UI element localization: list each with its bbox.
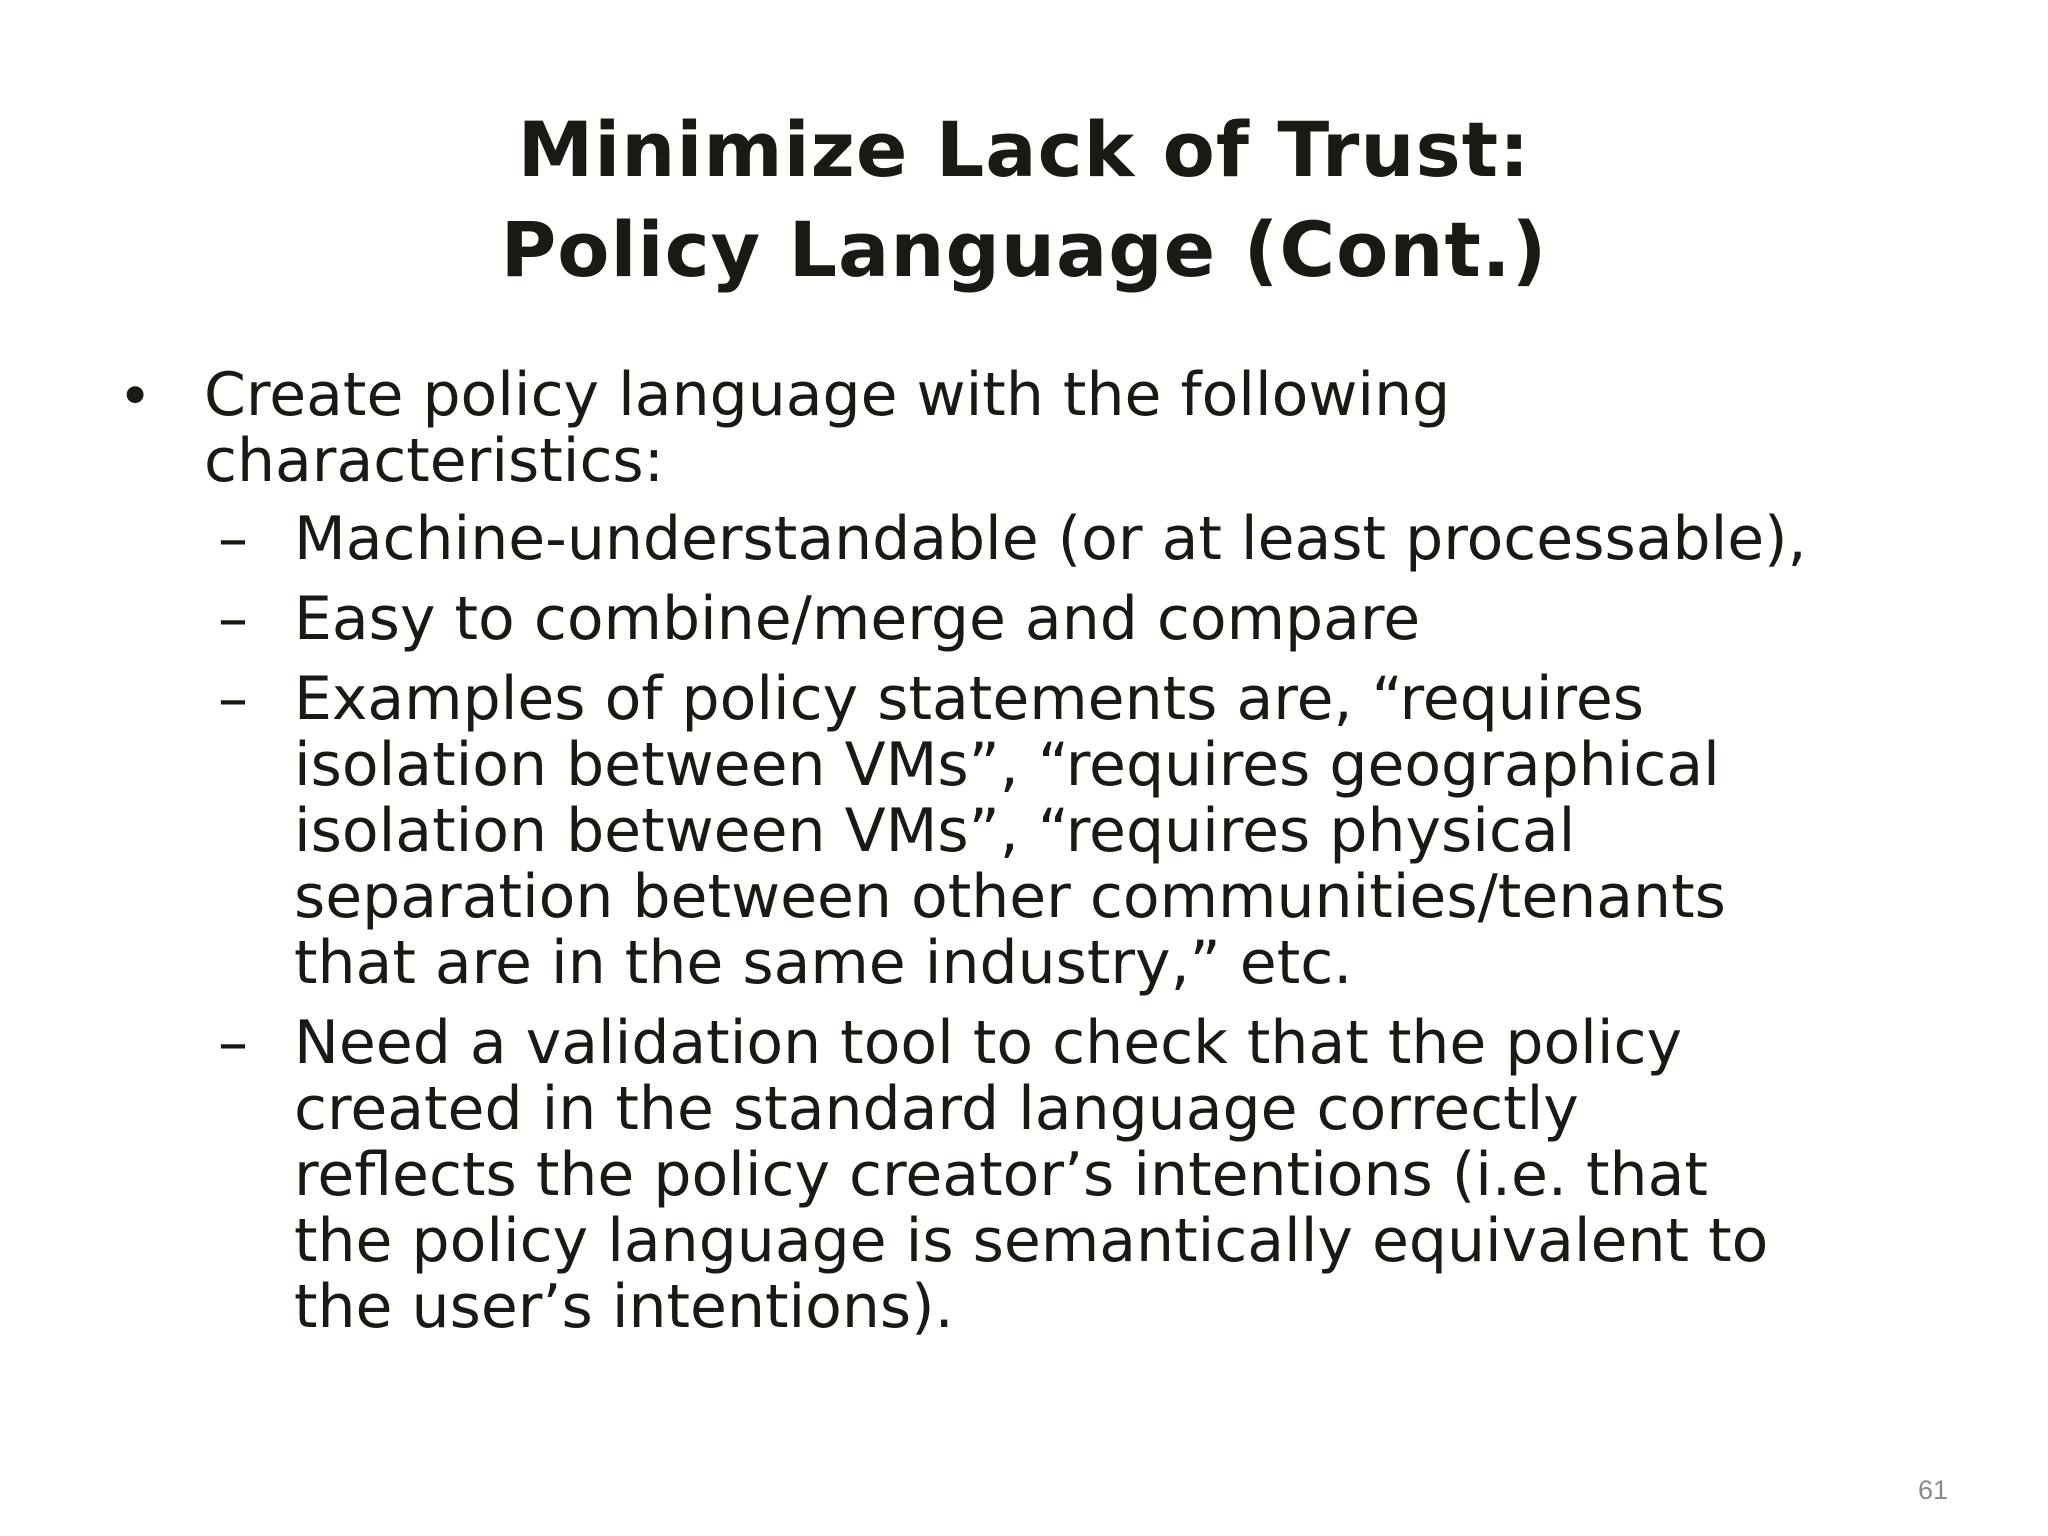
- sub-bullet-line: the user’s intentions).: [294, 1272, 954, 1342]
- sub-bullet-easy-to-combine: [218, 586, 2018, 652]
- sub-bullet-line: created in the standard language correctly: [294, 1074, 1579, 1144]
- sub-bullet-line: Easy to combine/merge and compare: [294, 584, 1421, 654]
- sub-bullet-line: separation between other communities/tenants: [294, 862, 1726, 932]
- bullet-marker: •: [118, 362, 153, 430]
- sub-bullet-line: Machine-understandable (or at least processable),: [294, 504, 1807, 574]
- slide-title: [0, 100, 2048, 300]
- sub-bullet-line: Examples of policy statements are, “requires: [294, 664, 1645, 734]
- main-bullet-line-2: characteristics:: [204, 426, 664, 496]
- dash-marker: –: [218, 504, 248, 574]
- main-bullet: [118, 362, 1938, 494]
- sub-bullet-list: [218, 506, 2018, 1354]
- dash-marker: –: [218, 664, 248, 734]
- dash-marker: –: [218, 1008, 248, 1078]
- main-bullet-line-1: Create policy language with the following: [204, 360, 1451, 430]
- page-number: 61: [1917, 1475, 1948, 1505]
- sub-bullet-validation-tool: [218, 1010, 2018, 1340]
- sub-bullet-line: Need a validation tool to check that the policy: [294, 1008, 1682, 1078]
- sub-bullet-line: isolation between VMs”, “requires physical: [294, 796, 1576, 866]
- dash-marker: –: [218, 584, 248, 654]
- sub-bullet-line: the policy language is semantically equivalent to: [294, 1206, 1769, 1276]
- title-line-1: Minimize Lack of Trust:: [517, 105, 1531, 194]
- sub-bullet-line: isolation between VMs”, “requires geographical: [294, 730, 1720, 800]
- title-line-2: Policy Language (Cont.): [500, 205, 1548, 294]
- sub-bullet-examples: [218, 666, 2018, 996]
- sub-bullet-line: that are in the same industry,” etc.: [294, 928, 1353, 998]
- sub-bullet-machine-understandable: [218, 506, 2018, 572]
- sub-bullet-line: reflects the policy creator’s intentions (i.e. that: [294, 1140, 1708, 1210]
